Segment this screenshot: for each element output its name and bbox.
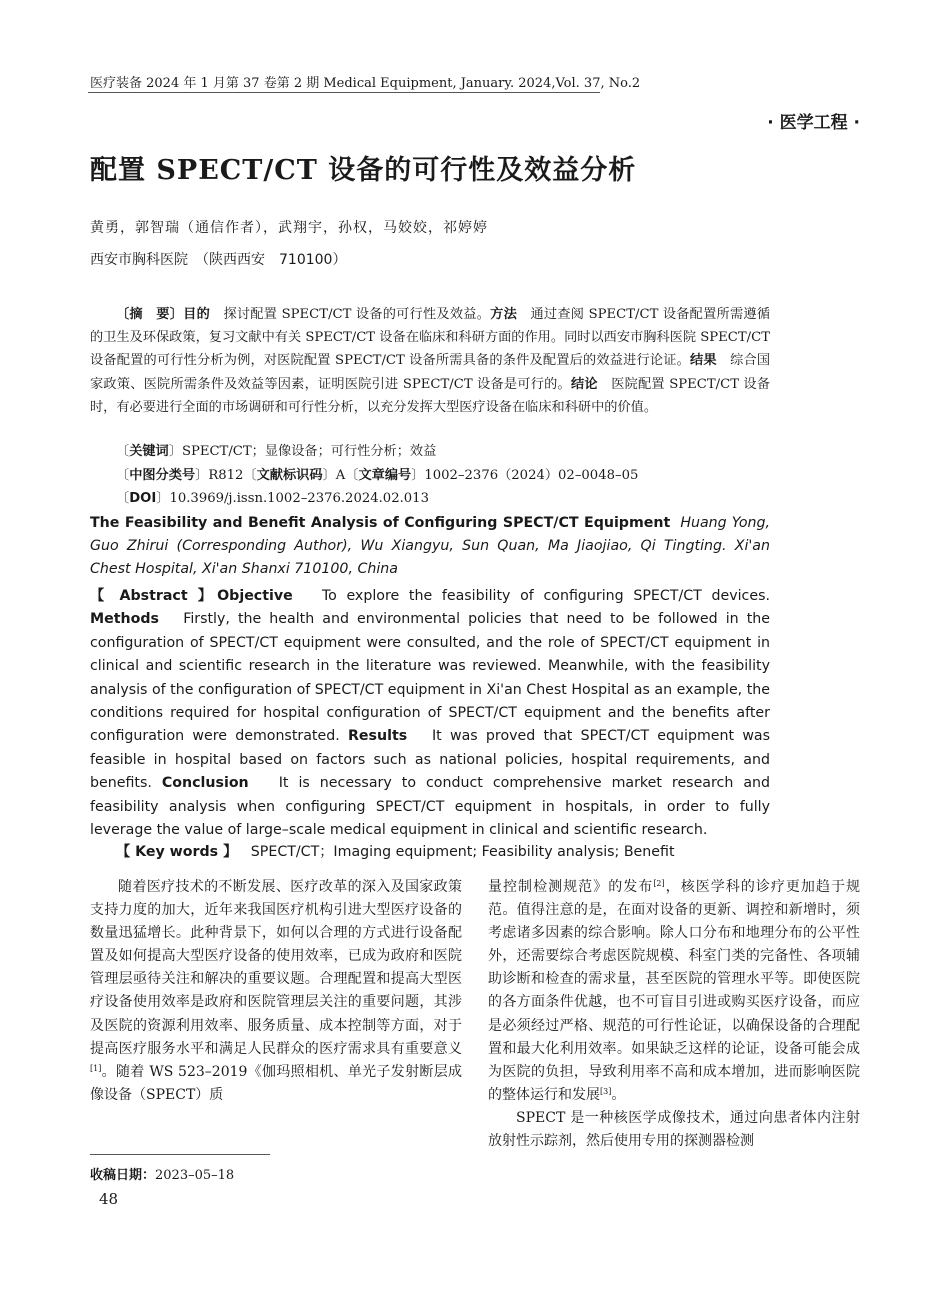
abstract-cn-methods-label: 方法 [490,307,518,322]
abstract-en-objective-label: Objective [217,588,293,604]
abstract-cn-label: 〔摘 要〕 [116,307,184,322]
keywords-cn-label: 关键词 [129,444,169,459]
abstract-en [90,585,770,842]
keywords-cn-value: SPECT/CT；显像设备；可行性分析；效益 [181,444,437,459]
keywords-cn: 〔关键词〕SPECT/CT；显像设备；可行性分析；效益 [116,444,437,459]
body-column-left [90,876,462,1107]
abstract-cn-objective: 探讨配置 SPECT/CT 设备的可行性及效益。 [223,307,491,322]
body-text: ，核医学科的诊疗更加趋于规范。值得注意的是，在面对设备的更新、调控和新增时，须考虑诸多因素的综合影响。除人口分布和地理分布的公平性外，还需要综合考虑医院规模、科室门类的完备性、各项辅助诊断和检查的需求量，甚至医院的管理水平等。即使医院的各方面条件优越，也不可盲目引进或购买医疗设备，而应是必须经过严格、规范的可行性论证，以确保设备的合理配置和最大化利用效率。如果缺乏这样的论证，设备可能会成为医院的负担，导致利用率不高和成本增加，进而影响医院的整体运行和发展 [488,879,861,1103]
citation-ref[interactable]: [1] [90,1063,102,1073]
abstract-en-objective: To explore the feasibility of configuring SPECT/CT devices. [321,588,770,604]
article-no-label: 文章编号 [358,467,412,483]
authors: 黄勇，郭智瑞（通信作者），武翔宇，孙权，马姣姣，祁婷婷 [90,220,488,236]
classification-line: 〔中图分类号〕R812〔文献标识码〕A〔文章编号〕1002–2376（2024）02–0048–05 [116,467,639,483]
affiliation: 西安市胸科医院 （陕西西安 710100） [90,252,347,268]
abstract-cn-conclusion: 医院配置 SPECT/CT 设备时，有必要进行全面的市场调研和可行性分析，以充分发挥大型医疗设备在临床和科研中的价值。 [90,376,771,415]
abstract-en-conclusion: It is necessary to conduct comprehensive market research and feasibility analysis when configuring SPECT/CT equipment in hospitals, in order to fully leverage the value of large–scale medical equipment in clinical and scientific research. [90,775,771,839]
english-title-block [90,512,770,581]
footnote-rule [90,1154,270,1155]
body-paragraph [488,1107,860,1153]
doi-line: 〔DOI〕10.3969/j.issn.1002–2376.2024.02.013 [116,491,429,506]
body-column-right [488,876,860,1153]
body-paragraph [488,876,860,1107]
abstract-cn-results-label: 结果 [689,353,717,369]
running-header: 医疗装备 2024 年 1 月第 37 卷第 2 期 Medical Equipment, January. 2024,Vol. 37, No.2 [90,76,641,91]
abstract-en-methods: Firstly, the health and environmental policies that need to be followed in the configuration of SPECT/CT equipment were consulted, and the role of SPECT/CT equipment in clinical and scientific research in the literature was reviewed. Meanwhile, with the feasibility analysis of the configuration of SPECT/CT equipment in Xi'an Chest Hospital as an example, the conditions required for hospital configuration of SPECT/CT equipment and the benefits after configuration were demonstrated. [90,611,771,745]
keywords-en-label: 【 Key words 】 [116,844,238,860]
page-number: 48 [99,1190,119,1208]
received-date-value: 2023–05–18 [155,1168,235,1183]
english-authors: Huang Yong, Guo Zhirui (Corresponding Author), Wu Xiangyu, Sun Quan, Ma Jiaojiao, Qi Tingting. Xi'an Chest Hospital, Xi'an Shanxi 710100, China [90,515,771,577]
abstract-en-results: It was proved that SPECT/CT equipment was feasible in hospital based on factors such as national policies, hospital requirements, and benefits. [90,728,771,792]
header-rule [88,92,600,93]
body-text: 。 [611,1086,626,1103]
abstract-cn-conclusion-label: 结论 [570,376,598,392]
keywords-en [116,841,675,861]
received-date-label: 收稿日期： [90,1168,156,1183]
article-title: 配置 SPECT/CT 设备的可行性及效益分析 [90,155,637,186]
english-title: The Feasibility and Benefit Analysis of Configuring SPECT/CT Equipment [90,515,671,531]
citation-ref[interactable]: [2] [653,879,665,888]
body-paragraph [90,876,462,1107]
section-tag: · 医学工程 · [767,113,860,133]
doc-code-label: 文献标识码 [256,467,323,483]
received-date-footnote [90,1164,234,1183]
abstract-en-methods-label: Methods [90,611,159,628]
abstract-cn-methods: 通过查阅 SPECT/CT 设备配置所需遵循的卫生及环保政策，复习文献中有关 SPECT/CT 设备在临床和科研方面的作用。同时以西安市胸科医院 SPECT/CT 设备配置的可行性分析为例，对医院配置 SPECT/CT 设备所需具备的条件及配置后的效益进行论证。 [90,307,771,369]
body-text: 量控制检测规范》的发布 [488,879,654,895]
abstract-cn [90,303,770,419]
clc-label: 中图分类号 [129,467,196,483]
metadata-block [116,440,776,511]
abstract-cn-results: 综合国家政策、医院所需条件及效益等因素，证明医院引进 SPECT/CT 设备是可行的。 [90,353,771,392]
doi-value[interactable]: 10.3969/j.issn.1002–2376.2024.02.013 [169,491,429,506]
body-text: 随着医疗技术的不断发展、医疗改革的深入及国家政策支持力度的加大，近年来我国医疗机构引进大型医疗设备的数量迅猛增长。此种背景下，如何以合理的方式进行设备配置及如何提高大型医疗设备的使用效率，已成为政府和医院管理层亟待关注和解决的重要议题。合理配置和提高大型医疗设备使用效率是政府和医院管理层关注的重要问题，其涉及医院的资源利用效率、服务质量、成本控制等方面，对于提高医疗服务水平和满足人民群众的医疗需求具有重要意义 [90,879,462,1057]
keywords-en-value: SPECT/CT；Imaging equipment; Feasibility analysis; Benefit [250,844,675,860]
doc-code-value: A [335,467,346,483]
abstract-cn-objective-label: 目的 [183,307,211,322]
citation-ref[interactable]: [3] [600,1086,612,1096]
doi-label: DOI [129,491,157,506]
article-no-value: 1002–2376（2024）02–0048–05 [424,467,639,483]
abstract-en-conclusion-label: Conclusion [161,775,249,792]
clc-value: R812 [208,467,244,483]
body-text: 。随着 WS 523–2019《伽玛照相机、单光子发射断层成像设备（SPECT）质 [90,1063,462,1103]
abstract-en-results-label: Results [348,728,408,745]
abstract-en-label: 【 Abstract 】 [90,588,218,604]
body-text: SPECT 是一种核医学成像技术，通过向患者体内注射放射性示踪剂，然后使用专用的探测器检测 [488,1109,860,1150]
